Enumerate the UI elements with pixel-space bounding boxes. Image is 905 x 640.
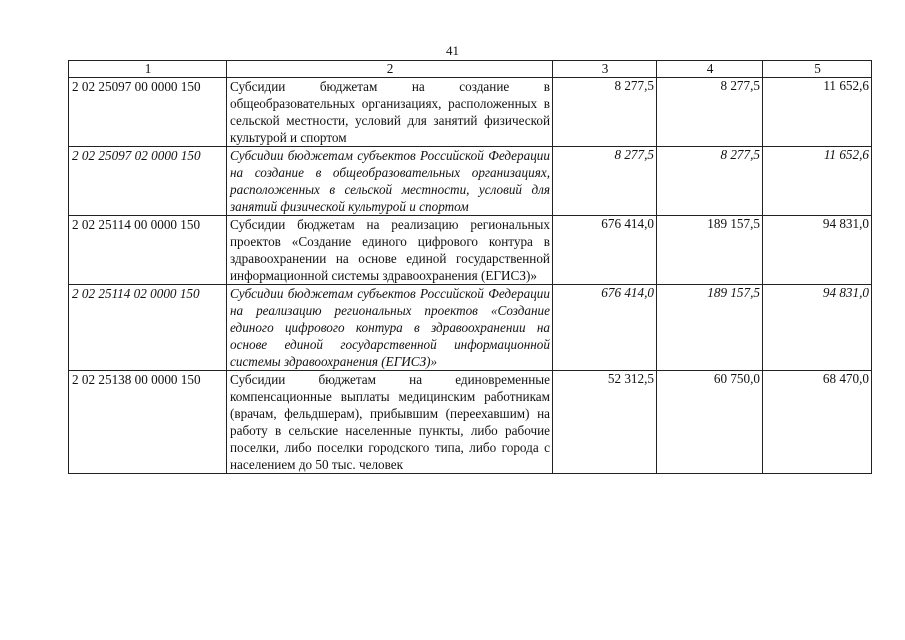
budget-code-cell: 2 02 25138 00 0000 150 <box>69 371 227 474</box>
table-row <box>69 216 872 285</box>
amount-col5-cell: 11 652,6 <box>763 78 872 147</box>
page-number: 41 <box>446 43 459 58</box>
description-cell: Субсидии бюджетам субъектов Российской Федерации на создание в общеобразовательных организациях, расположенных в сельской местности, условий для занятий физической культурой и спортом <box>227 147 553 216</box>
budget-code-cell: 2 02 25114 02 0000 150 <box>69 285 227 371</box>
description-cell: Субсидии бюджетам на создание в общеобразовательных организациях, расположенных в сельской местности, условий для занятий физической культурой и спортом <box>227 78 553 147</box>
amount-col5-cell: 68 470,0 <box>763 371 872 474</box>
amount-col5-cell: 11 652,6 <box>763 147 872 216</box>
amount-col4-cell: 8 277,5 <box>657 78 763 147</box>
amount-col4-cell: 189 157,5 <box>657 216 763 285</box>
amount-col3-cell: 676 414,0 <box>553 285 657 371</box>
amount-col3-cell: 52 312,5 <box>553 371 657 474</box>
header-col-2: 2 <box>227 61 553 78</box>
budget-table <box>68 60 872 474</box>
table-row <box>69 371 872 474</box>
table-header <box>69 61 872 78</box>
header-col-1: 1 <box>69 61 227 78</box>
amount-col4-cell: 60 750,0 <box>657 371 763 474</box>
amount-col3-cell: 8 277,5 <box>553 78 657 147</box>
amount-col3-cell: 8 277,5 <box>553 147 657 216</box>
amount-col5-cell: 94 831,0 <box>763 216 872 285</box>
header-col-3: 3 <box>553 61 657 78</box>
header-col-4: 4 <box>657 61 763 78</box>
amount-col4-cell: 8 277,5 <box>657 147 763 216</box>
description-cell: Субсидии бюджетам на реализацию региональных проектов «Создание единого цифрового контура в здравоохранении на основе единой государственной информационной системы здравоохранения (ЕГИСЗ)» <box>227 216 553 285</box>
budget-code-cell: 2 02 25097 02 0000 150 <box>69 147 227 216</box>
budget-code-cell: 2 02 25097 00 0000 150 <box>69 78 227 147</box>
amount-col5-cell: 94 831,0 <box>763 285 872 371</box>
header-col-5: 5 <box>763 61 872 78</box>
header-row <box>69 61 872 78</box>
table-row <box>69 285 872 371</box>
table-row <box>69 147 872 216</box>
description-cell: Субсидии бюджетам субъектов Российской Федерации на реализацию региональных проектов «Создание единого цифрового контура в здравоохранении на основе единой государственной информационной системы здравоохранения (ЕГИСЗ)» <box>227 285 553 371</box>
amount-col3-cell: 676 414,0 <box>553 216 657 285</box>
table-body <box>69 78 872 474</box>
budget-code-cell: 2 02 25114 00 0000 150 <box>69 216 227 285</box>
amount-col4-cell: 189 157,5 <box>657 285 763 371</box>
description-cell: Субсидии бюджетам на единовременные компенсационные выплаты медицинским работникам (врачам, фельдшерам), прибывшим (переехавшим) на работу в сельские населенные пункты, либо рабочие поселки, либо поселки городского типа, либо города с населением до 50 тыс. человек <box>227 371 553 474</box>
table-row <box>69 78 872 147</box>
